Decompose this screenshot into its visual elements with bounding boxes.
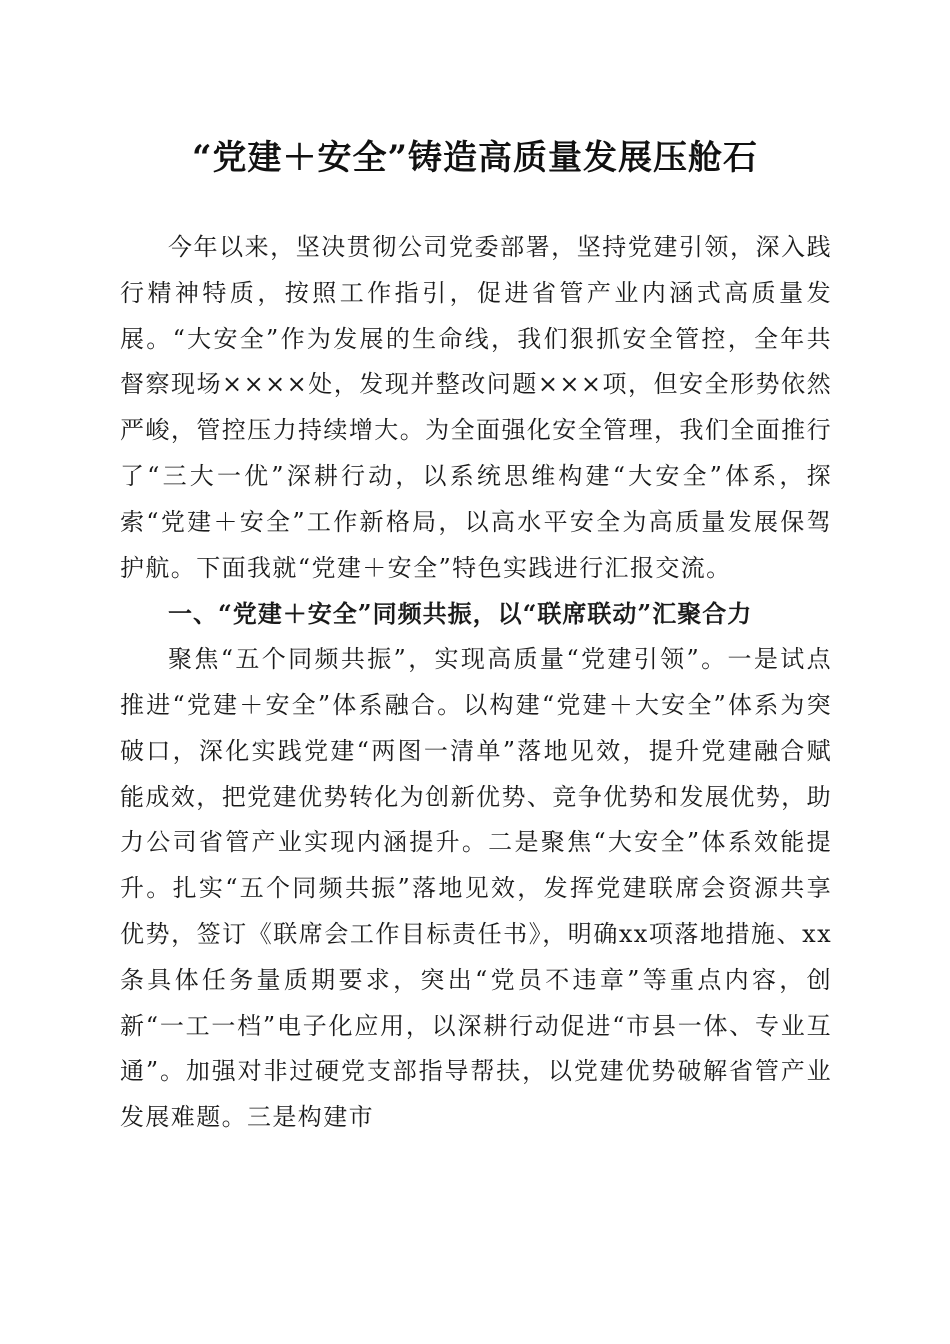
- section-1-heading: 一、“党建＋安全”同频共振，以“联席联动”汇聚合力: [168, 599, 753, 629]
- section-1-paragraph: 聚焦“五个同频共振”，实现高质量“党建引领”。一是试点推进“党建＋安全”体系融合。以构建“党建＋大安全”体系为突破口，深化实践党建“两图一清单”落地见效，提升党建融合赋能成效，把党建优势转化为创新优势、竞争优势和发展优势，助力公司省管产业实现内涵提升。二是聚焦“大安全”体系效能提升。扎实“五个同频共振”落地见效，发挥党建联席会资源共享优势，签订《联席会工作目标责任书》，明确xx项落地措施、xx条具体任务量质期要求，突出“党员不违章”等重点内容，创新“一工一档”电子化应用，以深耕行动促进“市县一体、专业互通”。加强对非过硬党支部指导帮扶，以党建优势破解省管产业发展难题。三是构建市: [120, 645, 832, 1132]
- document-body: [120, 225, 832, 1141]
- intro-paragraph: 今年以来，坚决贯彻公司党委部署，坚持党建引领，深入践行精神特质，按照工作指引，促进省管产业内涵式高质量发展。“大安全”作为发展的生命线，我们狠抓安全管控，全年共督察现场××××处，发现并整改问题×××项，但安全形势依然严峻，管控压力持续增大。为全面强化安全管理，我们全面推行了“三大一优”深耕行动，以系统思维构建“大安全”体系，探索“党建＋安全”工作新格局，以高水平安全为高质量发展保驾护航。下面我就“党建＋安全”特色实践进行汇报交流。: [120, 233, 832, 582]
- page-title: “党建＋安全”铸造高质量发展压舱石: [191, 138, 759, 178]
